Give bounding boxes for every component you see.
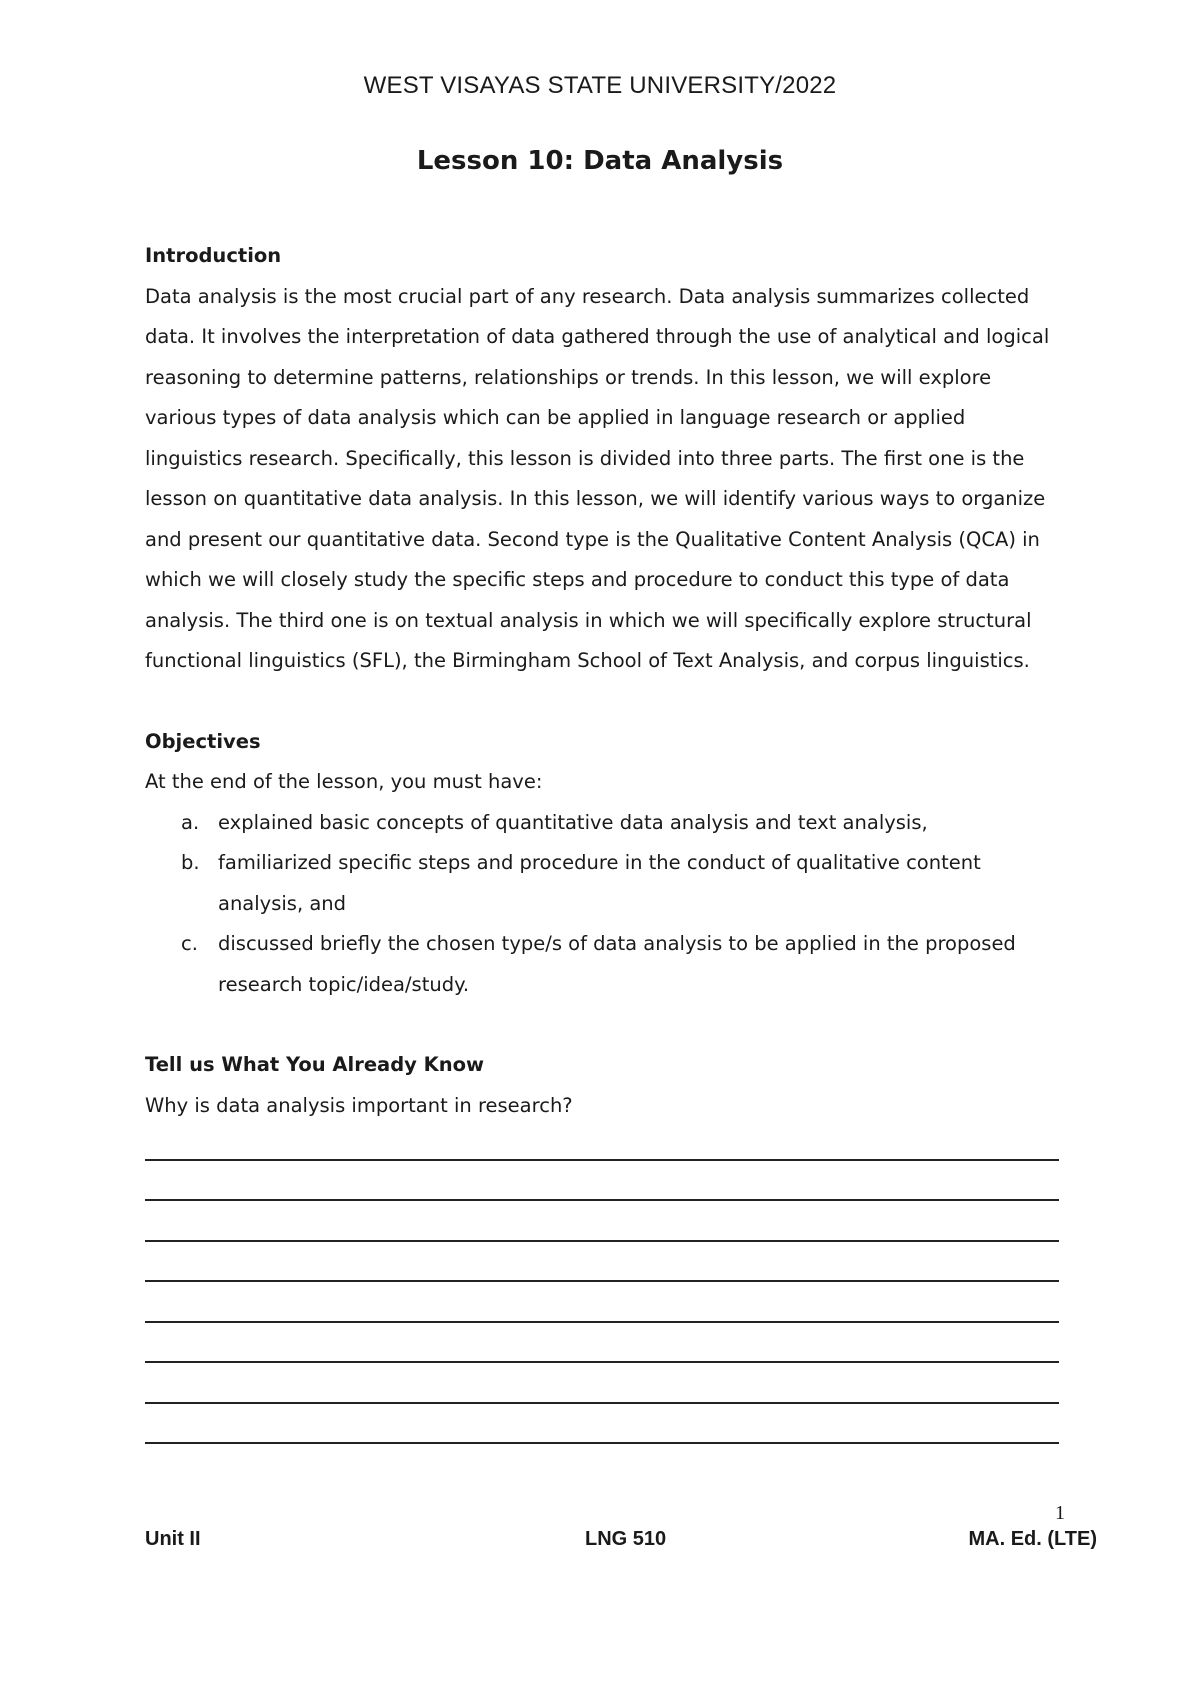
objectives-lead: At the end of the lesson, you must have: [145,770,543,793]
answer-line[interactable] [145,1209,1065,1250]
prior-knowledge-question: Why is data analysis important in research? [145,1093,573,1117]
answer-line[interactable] [145,1169,1065,1210]
lesson-body [145,236,1065,1452]
objective-item [145,803,1065,844]
objective-item [145,843,1065,924]
introduction-paragraph: Data analysis is the most crucial part of any research. Data analysis summarizes collected data. It involves the interpretation of data gathered through the use of analytical and logical reasoning to determine patterns, relationships or trends. In this lesson, we will explore various types of data analysis which can be applied in language research or applied linguistics research. Specifically, this lesson is divided into three parts. The first one is the lesson on quantitative data analysis. In this lesson, we will identify various ways to organize and present our quantitative data. Second type is the Qualitative Content Analysis (QCA) in which we will closely study the specific steps and procedure to conduct this type of data analysis. The third one is on textual analysis in which we will specifically explore structural functional linguistics (SFL), the Birmingham School of Text Analysis, and corpus linguistics. [145,284,1050,672]
objectives-heading: Objectives [145,729,261,753]
footer-unit: Unit II [145,1528,201,1550]
answer-line[interactable] [145,1250,1065,1291]
answer-area[interactable] [145,1128,1065,1452]
objective-text: familiarized specific steps and procedure in the conduct of qualitative content analysis, and [218,851,981,915]
prior-knowledge-heading: Tell us What You Already Know [145,1053,485,1076]
objective-marker: b. [181,851,200,874]
answer-line[interactable] [145,1331,1065,1372]
introduction-heading: Introduction [145,244,282,267]
answer-line[interactable] [145,1290,1065,1331]
objective-item [145,924,1065,1005]
page-number: 1 [1055,1502,1065,1524]
objectives-list [145,803,1065,1006]
footer-program: MA. Ed. (LTE) [968,1528,1097,1550]
university-header: WEST VISAYAS STATE UNIVERSITY/2022 [363,72,837,99]
objective-marker: c. [181,932,198,955]
objective-text: discussed briefly the chosen type/s of data analysis to be applied in the proposed research topic/idea/study. [218,932,1016,996]
answer-line[interactable] [145,1412,1065,1453]
footer-course: LNG 510 [585,1528,667,1550]
objective-marker: a. [181,810,200,834]
answer-line[interactable] [145,1371,1065,1412]
lesson-title: Lesson 10: Data Analysis [416,146,784,176]
answer-line[interactable] [145,1128,1065,1169]
objective-text: explained basic concepts of quantitative data analysis and text analysis, [218,810,928,834]
